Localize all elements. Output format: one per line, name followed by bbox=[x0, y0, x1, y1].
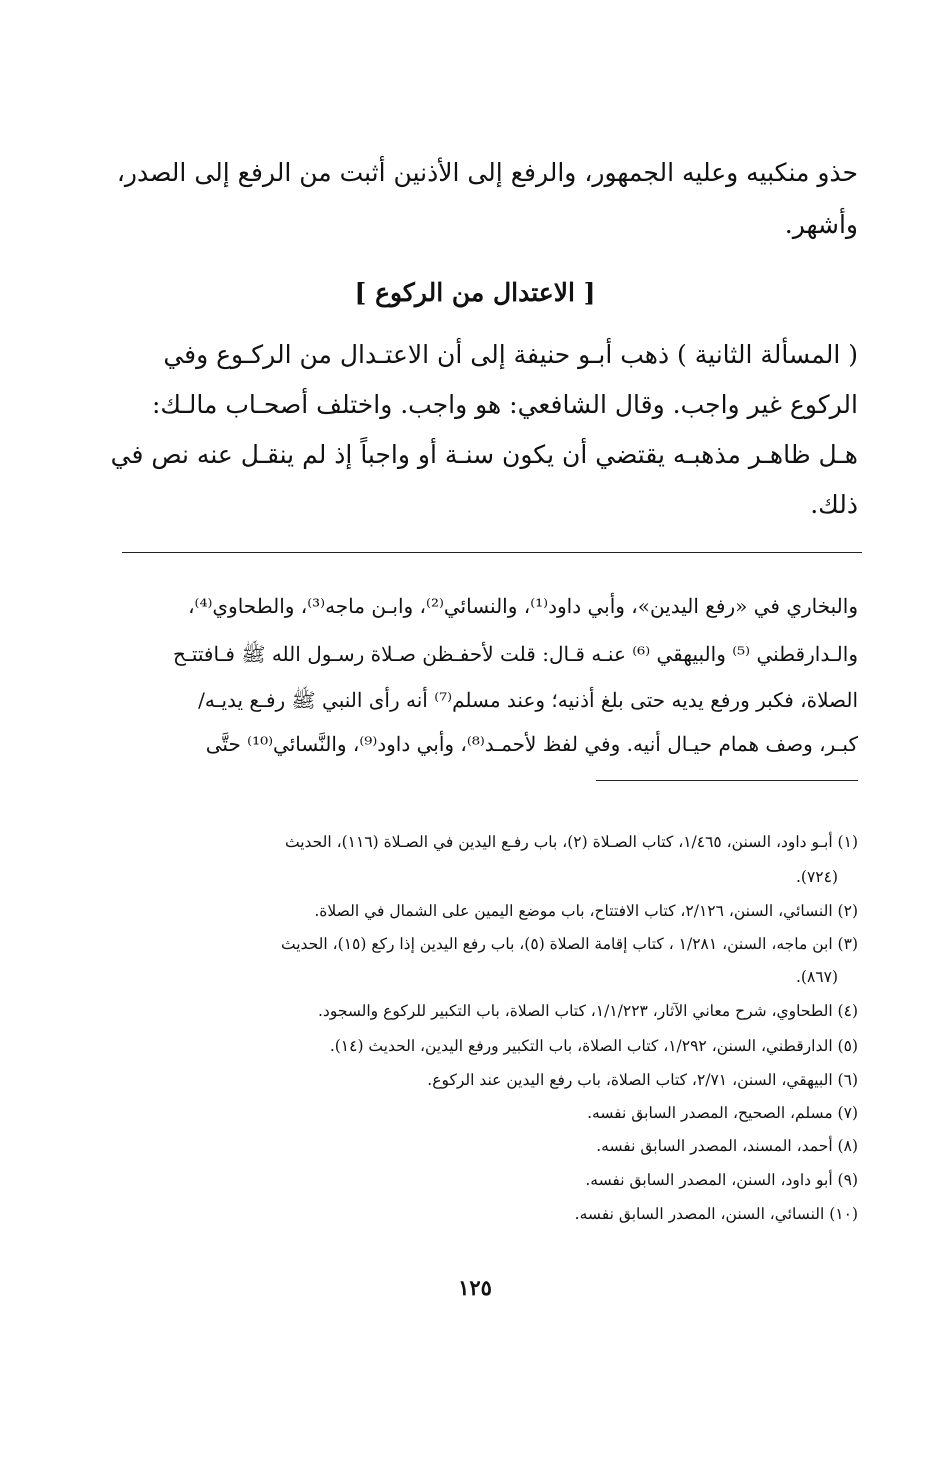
reference-line: (٧) مسلم، الصحيح، المصدر السابق نفسه. bbox=[587, 1104, 858, 1122]
reference-line: (٣) ابن ماجه، السنن، ١/٢٨١ ، كتاب إقامة الصلاة (٥)، باب رفع اليدين إذا ركع (١٥)، الحديث bbox=[281, 935, 858, 953]
main-text-line: ( المسألة الثانية ) ذهب أبـو حنيفة إلى أن الاعتـدال من الركـوع وفي bbox=[163, 340, 858, 369]
editor-footnote-line: والـدارقطني ⁽⁵⁾ والبيهقي ⁽⁶⁾ عنـه قـال: قلت لأحفـظن صـلاة رسـول الله ﷺ فـافتتـح bbox=[173, 642, 858, 666]
editor-footnote-line: والبخاري في «رفع اليدين»، وأبي داود⁽¹⁾، والنسائي⁽²⁾، وابـن ماجه⁽³⁾، والطحاوي⁽⁴⁾، bbox=[188, 594, 858, 618]
reference-line: (٢) النسائي، السنن، ٢/١٢٦، كتاب الافتتاح، باب موضع اليمين على الشمال في الصلاة. bbox=[314, 902, 858, 920]
reference-line: (٧٢٤). bbox=[795, 868, 838, 886]
reference-line: (٨٦٧). bbox=[795, 968, 838, 986]
reference-line: (١) أبـو داود، السنن، ١/٤٦٥، كتاب الصـلاة (٢)، باب رفـع اليدين في الصـلاة (١١٦)، الحديث bbox=[284, 833, 858, 851]
main-text-line: وأشهر. bbox=[784, 210, 858, 239]
reference-line: (٤) الطحاوي، شرح معاني الآثار، ١/١/٢٢٣، كتاب الصلاة، باب التكبير للركوع والسجود. bbox=[317, 1002, 858, 1020]
page-number: ١٢٥ bbox=[458, 1275, 492, 1300]
reference-line: (٦) البيهقي، السنن، ٢/٧١، كتاب الصلاة، باب رفع اليدين عند الركوع. bbox=[427, 1071, 858, 1089]
footnote-divider bbox=[122, 552, 862, 553]
reference-line: (٥) الدارقطني، السنن، ١/٢٩٢، كتاب الصلاة، باب التكبير ورفع اليدين، الحديث (١٤). bbox=[329, 1037, 858, 1055]
reference-line: (٨) أحمد، المسند، المصدر السابق نفسه. bbox=[596, 1137, 858, 1155]
references-divider bbox=[596, 780, 858, 781]
editor-footnote-line: الصلاة، فكبر ورفع يديه حتى بلغ أذنيه؛ وعند مسلم⁽⁷⁾ أنه رأى النبي ﷺ رفـع يديـه/ bbox=[198, 688, 858, 712]
main-text-line: ذلك. bbox=[810, 490, 858, 519]
editor-footnote-line: كبـر، وصف همام حيـال أنيه. وفي لفظ لأحمـد⁽⁸⁾، وأبي داود⁽⁹⁾، والنَّسائي⁽¹⁰⁾ حتَّى bbox=[205, 732, 858, 756]
reference-line: (١٠) النسائي، السنن، المصدر السابق نفسه. bbox=[574, 1205, 858, 1223]
main-text-line: هـل ظاهـر مذهبـه يقتضي أن يكون سنـة أو واجباً إذ لم ينقـل عنه نص في bbox=[110, 440, 858, 469]
reference-line: (٩) أبو داود، السنن، المصدر السابق نفسه. bbox=[585, 1171, 858, 1189]
main-text-line: الركوع غير واجب. وقال الشافعي: هو واجب. واختلف أصحـاب مالـك: bbox=[151, 390, 858, 419]
section-heading: [ الاعتدال من الركوع ] bbox=[354, 278, 596, 307]
main-text-line: حذو منكبيه وعليه الجمهور، والرفع إلى الأذنين أثبت من الرفع إلى الصدر، bbox=[116, 158, 858, 187]
